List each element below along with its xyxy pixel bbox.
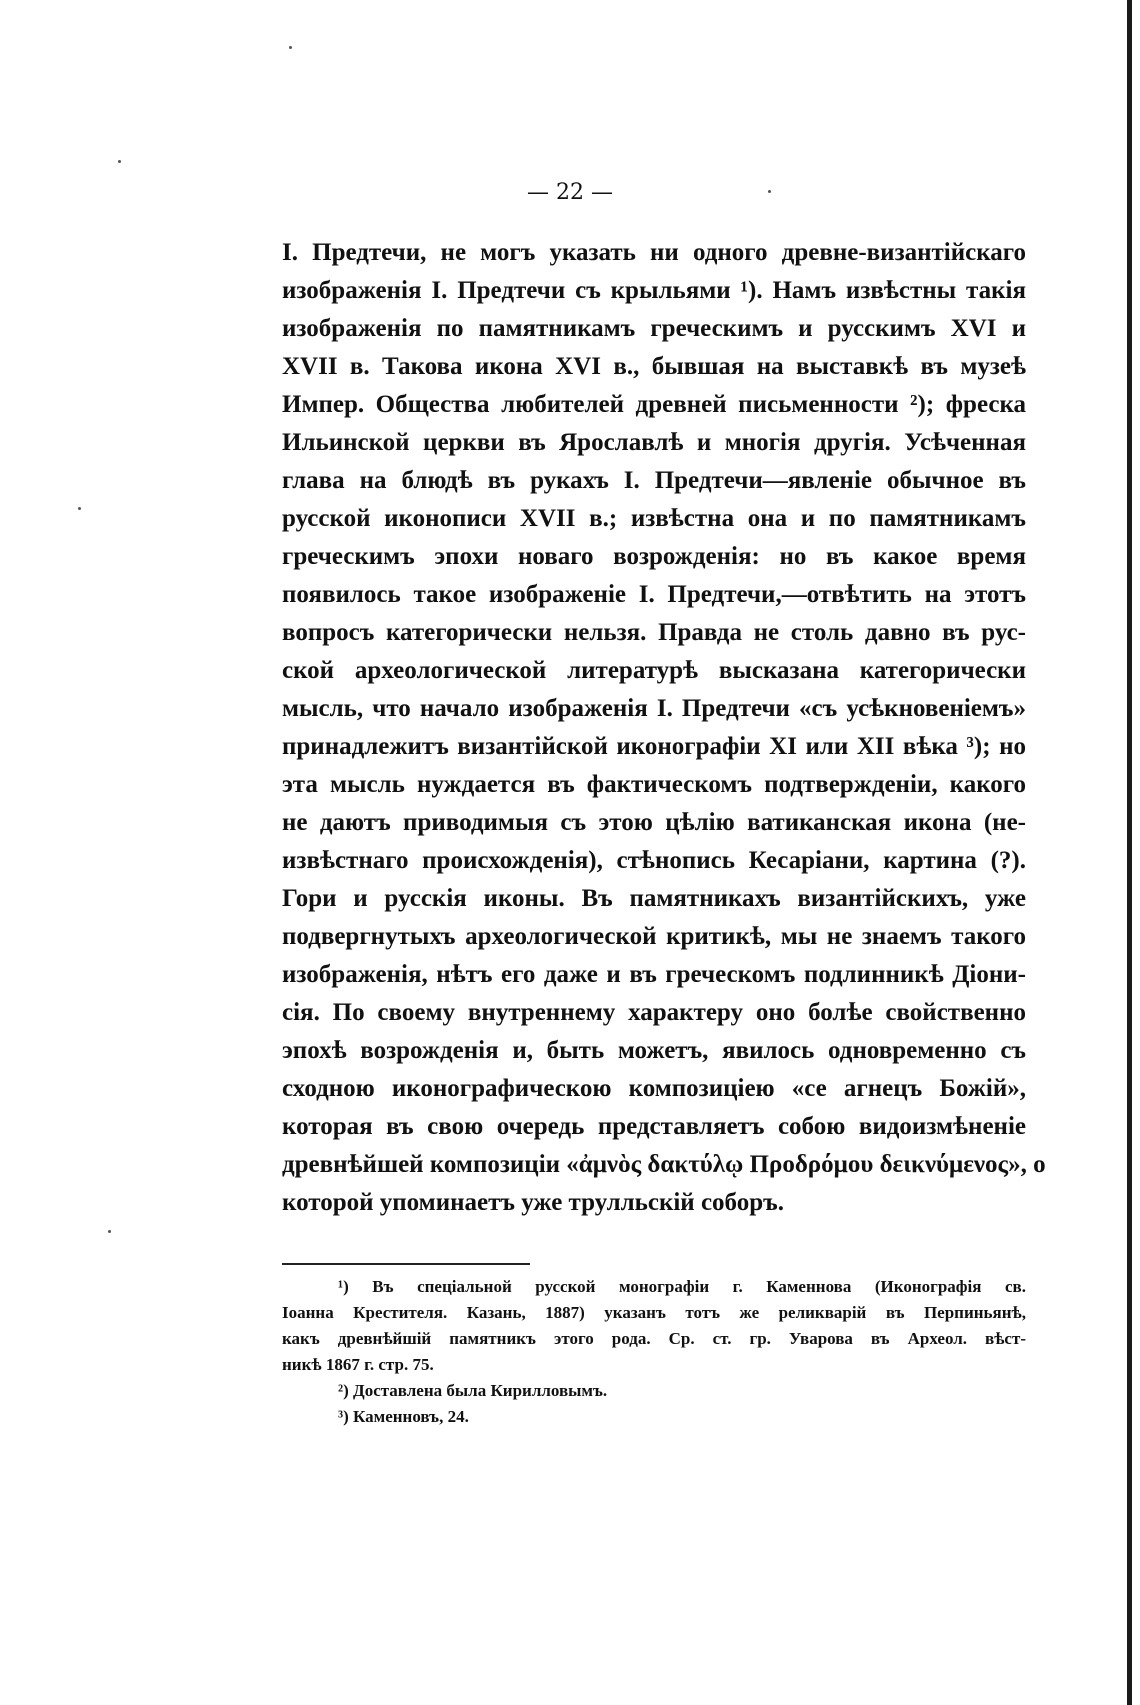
text-line: мысль, что начало изображенія I. Предтечи «съ усѣкновеніемъ» (282, 695, 1026, 722)
text-line: сія. По своему внутреннему характеру оно болѣе свойственно (282, 999, 1026, 1026)
text-line: русской иконописи XVII в.; извѣстна она и по памятникамъ (282, 505, 1026, 532)
scan-speck (289, 46, 292, 49)
text-line: появилось такое изображеніе I. Предтечи,—отвѣтить на этотъ (282, 581, 1026, 608)
text-line: эта мысль нуждается въ фактическомъ подтвержденіи, какого (282, 771, 1026, 798)
footnote-line: ²) Доставлена была Кирилловымъ. (338, 1381, 608, 1400)
scan-speck (108, 1230, 111, 1233)
text-line: изображенія I. Предтечи съ крыльями ¹). Намъ извѣстны такія (282, 277, 1026, 304)
page-number: — 22 — (527, 180, 613, 205)
text-line: принадлежитъ византійской иконографіи XI или XII вѣка ³); но (282, 733, 1026, 760)
footnote-line: никѣ 1867 г. стр. 75. (282, 1355, 434, 1374)
text-line: которая въ свою очередь представляетъ собою видоизмѣненіе (282, 1113, 1026, 1140)
scan-speck (118, 160, 121, 163)
text-line: ской археологической литературѣ высказана категорически (282, 657, 1026, 684)
page-edge-shadow (1127, 0, 1132, 1705)
text-line: Ильинской церкви въ Ярославлѣ и многія другія. Усѣченная (282, 429, 1026, 456)
main-text (282, 234, 1046, 1222)
text-line: I. Предтечи, не могъ указать ни одного древне-византійскаго (282, 239, 1026, 266)
footnotes (282, 1274, 1026, 1430)
text-line: вопросъ категорически нельзя. Правда не столь давно въ рус- (282, 619, 1026, 646)
footnote-line: какъ древнѣйшій памятникъ этого рода. Ср. ст. гр. Уварова въ Археол. вѣст- (282, 1329, 1026, 1348)
footnote-divider (282, 1263, 530, 1265)
text-line: глава на блюдѣ въ рукахъ I. Предтечи—явленіе обычное въ (282, 467, 1026, 494)
text-line: древнѣйшей композиціи «ἀμνὸς δακτύλῳ Προδρόμου δεικνύμενος», о (282, 1151, 1046, 1178)
footnote-line: ³) Каменновъ, 24. (338, 1407, 469, 1426)
footnote-line: ¹) Въ спеціальной русской монографіи г. Каменнова (Иконографія св. (338, 1277, 1026, 1296)
text-line: подвергнутыхъ археологической критикѣ, мы не знаемъ такого (282, 923, 1026, 950)
text-line: сходною иконографическою композиціею «се агнецъ Божій», (282, 1075, 1026, 1102)
text-line: изображенія по памятникамъ греческимъ и русскимъ XVI и (282, 315, 1026, 342)
scan-speck (78, 507, 81, 510)
text-line: Гори и русскія иконы. Въ памятникахъ византійскихъ, уже (282, 885, 1026, 912)
text-line: не даютъ приводимыя съ этою цѣлію ватиканская икона (не- (282, 809, 1026, 836)
text-line: изображенія, нѣтъ его даже и въ греческомъ подлинникѣ Діони- (282, 961, 1026, 988)
footnote-line: Іоанна Крестителя. Казань, 1887) указанъ тотъ же реликварій въ Перпиньянѣ, (282, 1303, 1026, 1322)
text-line: извѣстнаго происхожденія), стѣнопись Кесаріани, картина (?). (282, 847, 1026, 874)
text-line: Импер. Общества любителей древней письменности ²); фреска (282, 391, 1026, 418)
text-line: греческимъ эпохи новаго возрожденія: но въ какое время (282, 543, 1026, 570)
text-line: эпохѣ возрожденія и, быть можетъ, явилось одновременно съ (282, 1037, 1026, 1064)
text-line: которой упоминаетъ уже трулльскій соборъ. (282, 1189, 784, 1216)
text-line: XVII в. Такова икона XVI в., бывшая на выставкѣ въ музеѣ (282, 353, 1026, 380)
